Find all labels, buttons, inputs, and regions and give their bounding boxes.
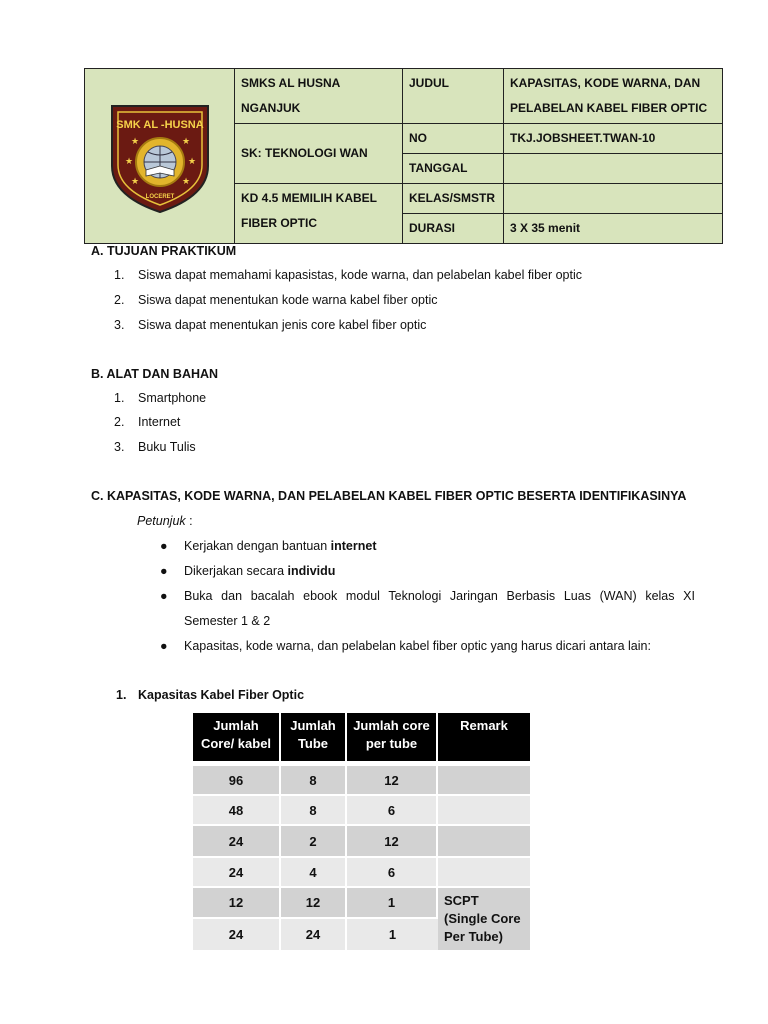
table-row: 12 12 1 SCPT (Single Core Per Tube) [193,888,530,919]
tanggal-value [504,154,723,184]
section-b-title: B. ALAT DAN BAHAN [91,367,219,381]
table-row: 24 4 6 [193,858,530,888]
table-header: Jumlah Tube [281,713,347,761]
section-c-title: C. KAPASITAS, KODE WARNA, DAN PELABELAN KABEL FIBER OPTIC BESERTA IDENTIFIKASINYA [91,489,687,503]
kelas-label: KELAS/SMSTR [403,184,504,214]
svg-text:★: ★ [124,155,133,166]
capacity-table [193,713,530,952]
no-label: NO [403,124,504,154]
subsection-1-title: 1. Kapasitas Kabel Fiber Optic [116,688,305,702]
tanggal-label: TANGGAL [403,154,504,184]
bullet-icon: ● [160,539,168,553]
list-item: 3. Siswa dapat menentukan jenis core kabel fiber optic [114,318,427,332]
bullet-icon: ● [160,639,168,653]
judul-label: JUDUL [403,69,504,124]
table-header: Jumlah Core/ kabel [193,713,281,761]
list-item: 3. Buku Tulis [114,440,196,454]
table-row: 24 24 1 [193,919,530,952]
durasi-value: 3 X 35 menit [504,214,723,244]
list-item: 2. Siswa dapat menentukan kode warna kabel fiber optic [114,293,438,307]
bullet-icon: ● [160,589,168,603]
bullet-icon: ● [160,564,168,578]
table-row: 48 8 6 [193,796,530,826]
remark-cell: SCPT (Single Core Per Tube) [438,888,530,952]
svg-text:★: ★ [181,175,190,186]
no-value: TKJ.JOBSHEET.TWAN-10 [504,124,723,154]
svg-text:★: ★ [181,135,190,146]
table-header: Jumlah core per tube [347,713,438,761]
judul-value: KAPASITAS, KODE WARNA, DAN PELABELAN KABEL FIBER OPTIC [504,69,723,124]
table-row: 96 8 12 [193,766,530,796]
school-logo-icon [104,88,216,216]
school-logo-cell [85,69,235,244]
table-header: Remark [438,713,530,761]
svg-text:★: ★ [130,135,139,146]
logo-subtext: LOCERET [145,193,174,200]
list-item: 2. Internet [114,415,181,429]
svg-text:★: ★ [187,155,196,166]
header-table [84,68,723,244]
logo-text: SMK AL -HUSNA [115,118,204,131]
kd-cell: KD 4.5 MEMILIH KABEL FIBER OPTIC [235,184,403,244]
list-item: 1. Siswa dapat memahami kapasistas, kode warna, dan pelabelan kabel fiber optic [114,268,583,282]
sk-cell: SK: TEKNOLOGI WAN [235,124,403,184]
kelas-value [504,184,723,214]
section-a-title: A. TUJUAN PRAKTIKUM [91,244,237,258]
petunjuk-label: Petunjuk : [137,514,193,528]
svg-text:★: ★ [130,175,139,186]
table-row: 24 2 12 [193,826,530,858]
durasi-label: DURASI [403,214,504,244]
school-name-cell: SMKS AL HUSNA NGANJUK [235,69,403,124]
list-item: 1. Smartphone [114,391,207,405]
